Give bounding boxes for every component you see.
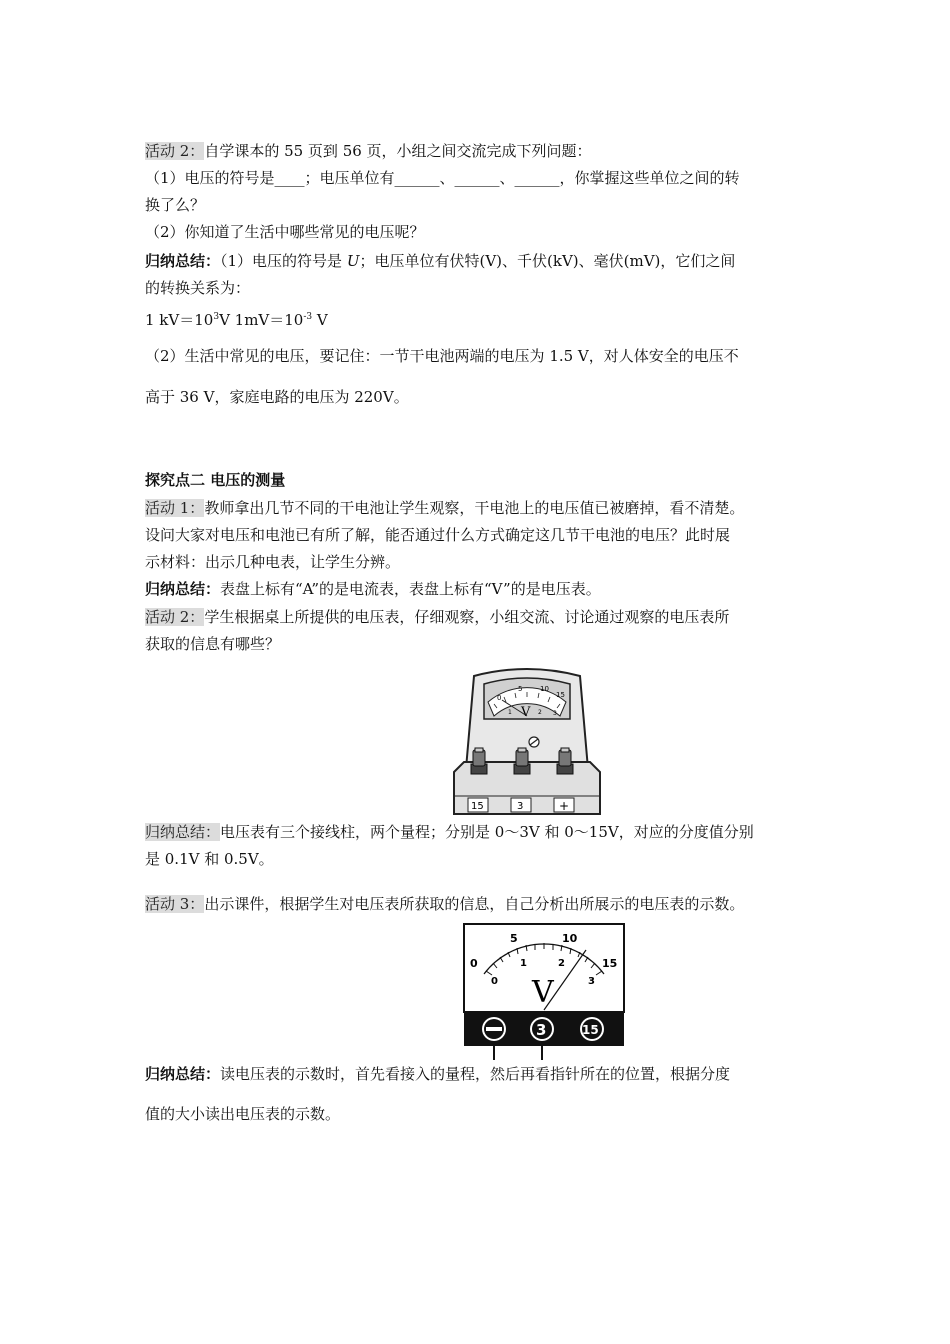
upper-scale-5: 5 bbox=[518, 685, 523, 693]
upper-scale-0: 0 bbox=[470, 957, 478, 970]
formula-part-a: 1 kV＝10 bbox=[145, 311, 214, 329]
terminal-label-15: 15 bbox=[582, 1023, 599, 1037]
terminal-label-3: 3 bbox=[517, 801, 524, 812]
activity-1-line-3: 示材料：出示几种电表，让学生分辨。 bbox=[145, 553, 401, 571]
summary-line-1 bbox=[145, 250, 815, 272]
upper-scale-10: 10 bbox=[540, 685, 549, 693]
lower-scale-2: 2 bbox=[558, 958, 565, 969]
lower-scale-0: 0 bbox=[491, 976, 498, 987]
activity-1-line-2: 设问大家对电压和电池已有所了解，能否通过什么方式确定这几节干电池的电压？此时展 bbox=[145, 526, 731, 544]
activity-1-line-1 bbox=[145, 497, 815, 519]
lower-scale-2: 2 bbox=[538, 709, 542, 716]
activity-text: 学生根据桌上所提供的电压表，仔细观察，小组交流、讨论通过观察的电压表所 bbox=[204, 608, 730, 626]
upper-scale-0: 0 bbox=[497, 694, 502, 702]
summary-text-cont: ；电压单位有伏特(V)、千伏(kV)、毫伏(mV)，它们之间 bbox=[359, 252, 736, 270]
lower-scale-3: 3 bbox=[588, 976, 595, 987]
unit-label: V bbox=[532, 975, 554, 1010]
summary-text: 读电压表的示数时，首先看接入的量程，然后再看指针所在的位置，根据分度 bbox=[220, 1065, 731, 1083]
summary-ranges-line-1 bbox=[145, 821, 815, 843]
activity-label: 活动 3： bbox=[145, 895, 205, 913]
lower-scale-1: 1 bbox=[508, 709, 512, 716]
upper-scale-15: 15 bbox=[602, 957, 618, 970]
terminal-3 bbox=[530, 1017, 554, 1041]
upper-scale-10: 10 bbox=[562, 932, 578, 945]
terminal-3 bbox=[514, 748, 530, 774]
summary-reading-line-2: 值的大小读出电压表的示数。 bbox=[145, 1105, 341, 1123]
question-1-line-1: （1）电压的符号是____；电压单位有______、______、______，你掌握这些单位之间的转 bbox=[145, 169, 740, 187]
activity-text: 教师拿出几节不同的干电池让学生观察，干电池上的电压值已被磨掉，看不清楚。 bbox=[204, 499, 745, 517]
summary-reading-line-1 bbox=[145, 1063, 815, 1085]
activity-label: 活动 1： bbox=[145, 499, 205, 517]
terminal-label-3: 3 bbox=[536, 1021, 547, 1039]
terminal-label-15: 15 bbox=[471, 801, 484, 812]
terminal-label-plus: + bbox=[559, 799, 570, 813]
formula-part-c: V bbox=[312, 311, 328, 329]
section-heading: 探究点二 电压的测量 bbox=[145, 471, 286, 489]
terminal-minus bbox=[482, 1017, 506, 1041]
activity-text: 自学课本的 55 页到 56 页，小组之间交流完成下列问题： bbox=[204, 142, 592, 160]
activity-3-line bbox=[145, 893, 815, 915]
summary-label: 归纳总结： bbox=[145, 823, 221, 841]
voltmeter-illustration bbox=[452, 664, 602, 819]
upper-scale-15: 15 bbox=[556, 691, 565, 699]
conversion-formula bbox=[145, 309, 815, 331]
voltage-symbol: U bbox=[346, 252, 360, 270]
summary-line-2: 的转换关系为： bbox=[145, 279, 251, 297]
summary-label: 归纳总结： bbox=[145, 252, 221, 270]
screw-icon bbox=[529, 737, 539, 747]
activity-label: 活动 2： bbox=[145, 142, 205, 160]
lower-scale-1: 1 bbox=[520, 958, 527, 969]
terminal-15 bbox=[471, 748, 487, 774]
summary-label: 归纳总结： bbox=[145, 1065, 221, 1083]
summary-ammeter-voltmeter bbox=[145, 578, 815, 600]
formula-exponent-1: 3 bbox=[213, 312, 220, 322]
activity-2b-line-1 bbox=[145, 606, 815, 628]
activity-2-line bbox=[145, 140, 815, 162]
summary-label: 归纳总结： bbox=[145, 580, 221, 598]
summary-ranges-line-2: 是 0.1V 和 0.5V。 bbox=[145, 850, 274, 868]
activity-text: 出示课件，根据学生对电压表所获取的信息，自己分析出所展示的电压表的示数。 bbox=[204, 895, 745, 913]
summary-text: 表盘上标有“A”的是电流表，表盘上标有“V”的是电压表。 bbox=[220, 580, 601, 598]
activity-2b-line-2: 获取的信息有哪些？ bbox=[145, 635, 281, 653]
activity-label: 活动 2： bbox=[145, 608, 205, 626]
question-2-line: （2）你知道了生活中哪些常见的电压呢？ bbox=[145, 223, 425, 241]
life-voltage-line-2: 高于 36 V，家庭电路的电压为 220V。 bbox=[145, 388, 409, 406]
lower-scale-3: 3 bbox=[553, 710, 557, 717]
voltmeter-dial-diagram bbox=[462, 922, 627, 1062]
terminal-plus bbox=[557, 748, 573, 774]
summary-text: （1）电压的符号是 bbox=[220, 252, 347, 270]
upper-scale-5: 5 bbox=[510, 932, 518, 945]
life-voltage-line-1: （2）生活中常见的电压，要记住：一节干电池两端的电压为 1.5 V，对人体安全的电压不 bbox=[145, 347, 739, 365]
summary-text: 电压表有三个接线柱，两个量程；分别是 0～3V 和 0～15V，对应的分度值分别 bbox=[220, 823, 754, 841]
formula-exponent-2: -3 bbox=[303, 312, 313, 322]
formula-part-b: V 1mV＝10 bbox=[219, 311, 304, 329]
unit-label: V bbox=[521, 705, 531, 720]
question-1-line-2: 换了么？ bbox=[145, 196, 206, 214]
terminal-15 bbox=[580, 1017, 604, 1041]
